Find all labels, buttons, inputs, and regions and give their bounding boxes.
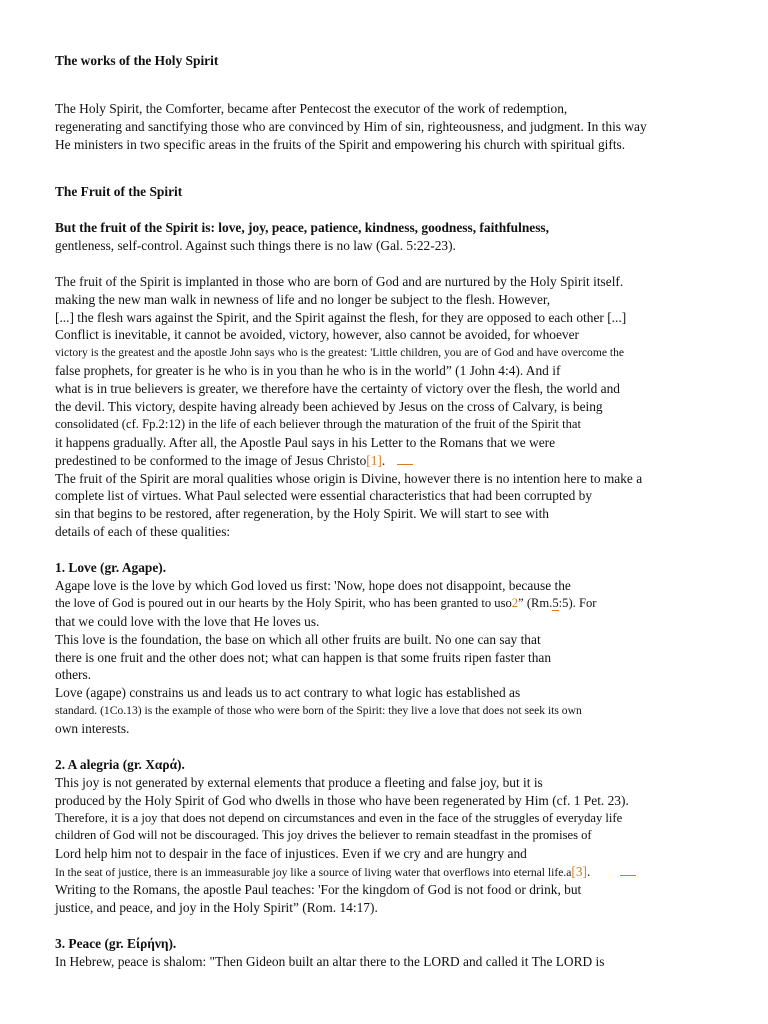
spacer [55,541,715,559]
paragraph-line: Writing to the Romans, the apostle Paul teaches: 'For the kingdom of God is not food or drink, but [55,882,582,898]
love-section [55,559,715,738]
spacer [55,201,715,219]
footnote-1-text: predestined to be conformed to the image of Jesus Christo [55,452,367,468]
paragraph-line: that we could love with the love that He loves us. [55,613,320,629]
spacer [55,70,715,88]
love-line2-mid: ” (Rm. [518,595,553,610]
paragraph-line-footnote-3 [55,863,715,881]
footnote-3-marker [620,874,636,876]
footnote-3-link[interactable]: [3] [571,864,588,880]
paragraph-line: Love (agape) constrains us and leads us to act contrary to what logic has established as [55,685,521,701]
paragraph-line: Agape love is the love by which God loved us first: 'Now, hope does not disappoint, because the [55,577,571,593]
paragraph-line: details of each of these qualities: [55,524,231,540]
paragraph-line: sin that begins to be restored, after regeneration, by the Holy Spirit. We will start to see with [55,506,550,522]
spacer [55,171,715,183]
spacer [55,738,715,756]
love-line2-end: :5). For [558,595,597,610]
paragraph-line: what is in true believers is greater, we therefore have the certainty of victory over the flesh, the world and [55,381,620,397]
paragraph-line-footnote-1 [55,452,715,470]
love-line2-underlined: 5 [552,595,559,610]
love-heading: 1. Love (gr. Agape). [55,560,167,576]
paragraph-line: The fruit of the Spirit are moral qualities whose origin is Divine, however there is no intention here to make a [55,470,643,486]
intro-paragraph [55,100,715,154]
paragraph-line: Therefore, it is a joy that does not depend on circumstances and even in the face of the struggles of everyday life [55,810,623,825]
document-title: The works of the Holy Spirit [55,53,219,68]
paragraph-line: produced by the Holy Spirit of God who dwells in those who have been regenerated by Him (cf. 1 Pet. 23). [55,792,629,808]
footnote-1-after: . [381,452,386,468]
paragraph-line: the devil. This victory, despite having already been achieved by Jesus on the cross of Calvary, is being [55,399,603,415]
spacer [55,88,715,100]
spacer [55,255,715,273]
paragraph-line: children of God will not be discouraged. This joy drives the believer to remain steadfast in the promises of [55,828,592,843]
spacer [55,917,715,935]
footnote-2-link[interactable]: 2 [511,595,519,610]
paragraph-line: complete list of virtues. What Paul selected were essential characteristics that had been corrupted by [55,488,593,504]
paragraph-line: This love is the foundation, the base on which all other fruits are built. No one can say that [55,631,541,647]
footnote-3-after: . [587,864,591,880]
verse-rest: gentleness, self-control. Against such things there is no law (Gal. 5:22-23). [55,238,456,254]
fruit-heading: The Fruit of the Spirit [55,184,183,200]
spacer [55,153,715,171]
paragraph-line: justice, and peace, and joy in the Holy Spirit” (Rom. 14:17). [55,899,378,915]
paragraph-line: own interests. [55,721,130,737]
paragraph-line: The Holy Spirit, the Comforter, became after Pentecost the executor of the work of redemption, [55,100,568,116]
document-page [55,52,715,971]
paragraph-line: regenerating and sanctifying those who are convinced by Him of sin, righteousness, and judgment. In this way [55,118,647,134]
paragraph-line: there is one fruit and the other does not; what can happen is that some fruits ripen faster than [55,649,552,665]
footnote-1-marker [397,463,413,465]
paragraph-line-footnote-2 [55,595,715,613]
paragraph-line: it happens gradually. After all, the Apostle Paul says in his Letter to the Romans that we were [55,434,556,450]
footnote-1-link[interactable]: [1] [366,452,382,468]
paragraph-line: This joy is not generated by external elements that produce a fleeting and false joy, but it is [55,774,543,790]
paragraph-line: standard. (1Co.13) is the example of those who were born of the Spirit: they live a love that does not seek its own [55,704,582,718]
fruit-paragraph [55,273,715,470]
paragraph-line: false prophets, for greater is he who is in you than he who is in the world” (1 John 4:4). And if [55,363,561,379]
paragraph-line: making the new man walk in newness of life and no longer be subject to the flesh. However, [55,291,551,307]
peace-heading: 3. Peace (gr. Είρήνη). [55,935,177,951]
paragraph-line: The fruit of the Spirit is implanted in those who are born of God and are nurtured by the Holy Spirit itself. [55,273,624,289]
qualities-paragraph [55,470,715,542]
footnote-3-text: In the seat of justice, there is an immeasurable joy like a source of living water that overflows into eternal life.a [55,866,572,880]
paragraph-line: others. [55,667,92,683]
joy-section [55,756,715,917]
paragraph-line: Conflict is inevitable, it cannot be avoided, victory, however, also cannot be avoided, for whoever [55,327,580,343]
joy-heading: 2. A alegria (gr. Χαρά). [55,756,185,772]
paragraph-line: He ministers in two specific areas in the fruits of the Spirit and empowering his church with spiritual gifts. [55,136,626,152]
paragraph-line: [...] the flesh wars against the Spirit, and the Spirit against the flesh, for they are opposed to each other [...] [55,309,627,325]
paragraph-line: consolidated (cf. Fp.2:12) in the life of each believer through the maturation of the fruit of the Spirit that [55,416,581,431]
verse-bold: But the fruit of the Spirit is: love, joy, peace, patience, kindness, goodness, faithfulness, [55,220,549,236]
peace-section [55,935,715,971]
paragraph-line: victory is the greatest and the apostle John says who is the greatest: 'Little children, you are of God and have overcome the [55,346,625,360]
paragraph-line: Lord help him not to despair in the face of injustices. Even if we cry and are hungry and [55,846,527,862]
paragraph-line: In Hebrew, peace is shalom: "Then Gideon built an altar there to the LORD and called it The LORD is [55,953,605,969]
love-line2-text: the love of God is poured out in our hearts by the Holy Spirit, who has been granted to uso [55,595,512,610]
